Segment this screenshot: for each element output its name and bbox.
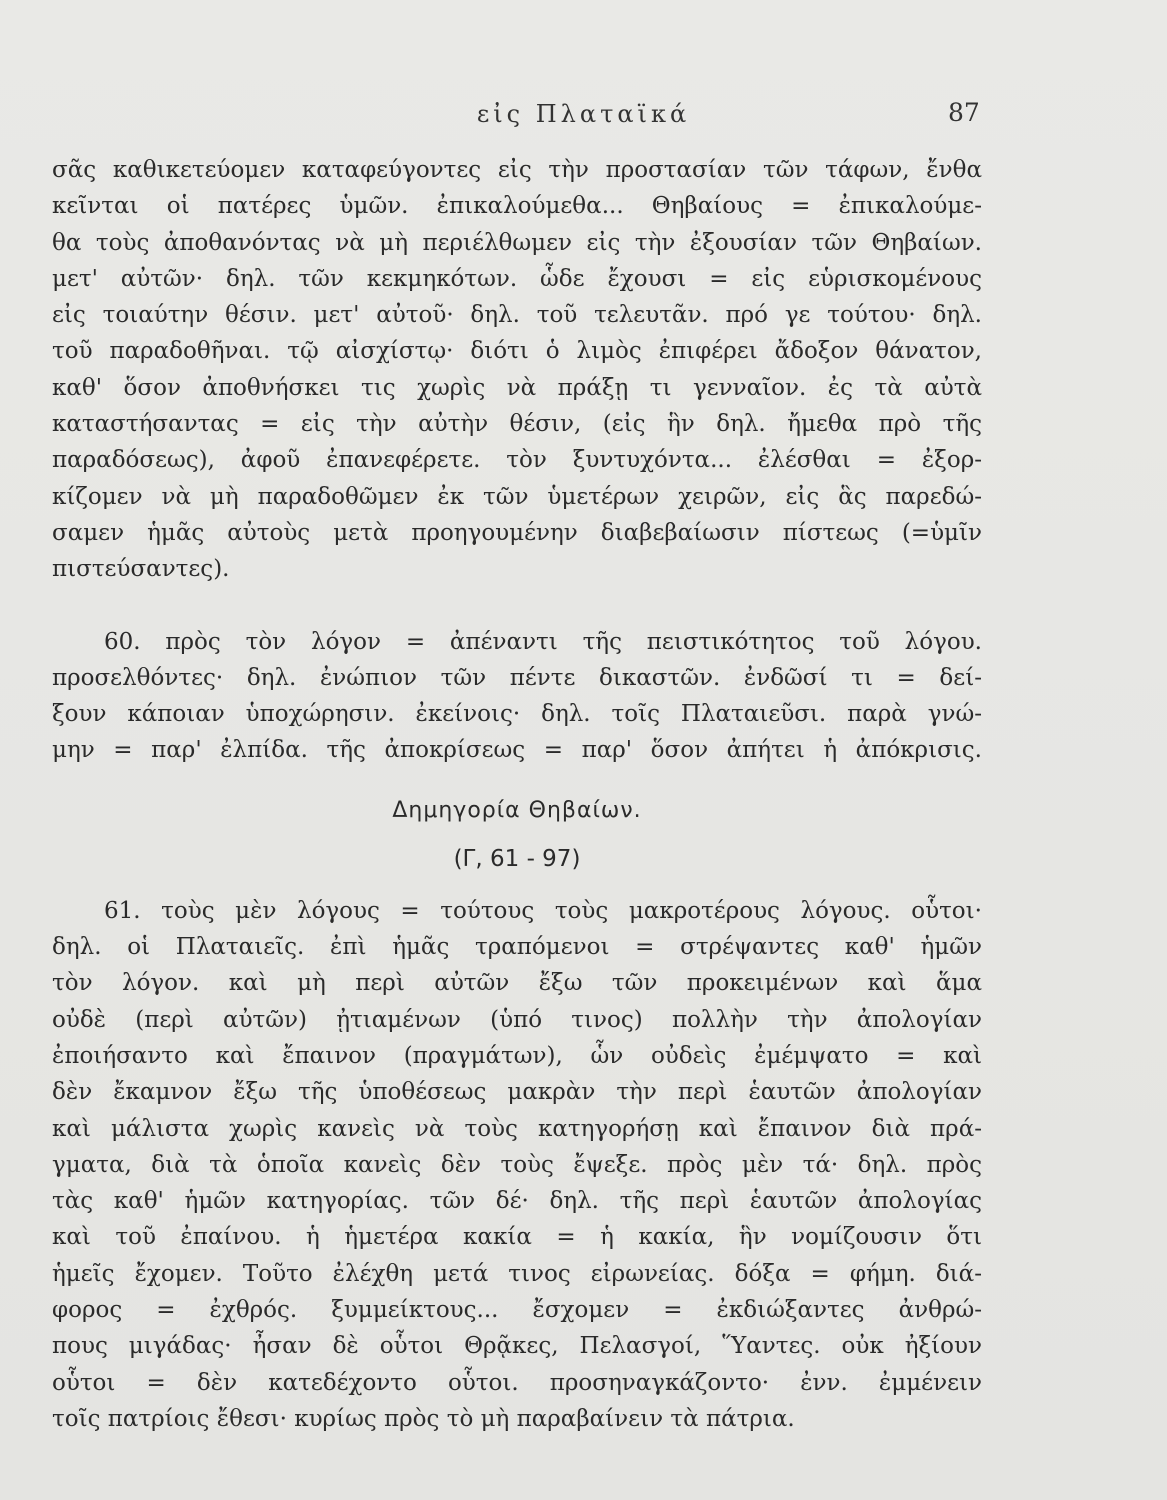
text-line: καθ' ὅσον ἀποθνήσκει τις χωρὶς νὰ πράξῃ τι γενναῖον. ἐς τὰ αὐτὰ	[52, 374, 982, 401]
text-line: μην = παρ' ἐλπίδα. τῆς ἀποκρίσεως = παρ' ὅσον ἀπήτει ἡ ἀπόκρισις.	[52, 737, 982, 764]
text-line: ξουν κάποιαν ὑποχώρησιν. ἐκείνοις· δηλ. τοῖς Πλαταιεῦσι. παρὰ γνώ-	[52, 701, 982, 728]
text-line: τὰς καθ' ἡμῶν κατηγορίας. τῶν δέ· δηλ. τῆς περὶ ἑαυτῶν ἀπολογίας	[52, 1188, 982, 1215]
paragraph-60	[52, 624, 982, 769]
text-line: καὶ τοῦ ἐπαίνου. ἡ ἡμετέρα κακία = ἡ κακία, ἣν νομίζουσιν ὅτι	[52, 1224, 982, 1251]
text-line: κεῖνται οἱ πατέρες ὑμῶν. ἐπικαλούμεθα... Θηβαίους = ἐπικαλούμε-	[52, 193, 982, 220]
text-line: τοῦ παραδοθῆναι. τῷ αἰσχίστῳ· διότι ὁ λιμὸς ἐπιφέρει ἄδοξον θάνατον,	[52, 338, 982, 365]
text-line: προσελθόντες· δηλ. ἐνώπιον τῶν πέντε δικαστῶν. ἐνδῶσί τι = δεί-	[52, 664, 982, 691]
paragraph-61	[52, 893, 982, 1437]
section-gap	[52, 879, 982, 893]
running-head: εἰς Πλαταϊκά	[476, 100, 691, 128]
text-line: εἰς τοιαύτην θέσιν. μετ' αὐτοῦ· δηλ. τοῦ τελευτᾶν. πρό γε τούτου· δηλ.	[52, 302, 982, 329]
text-line: καὶ μάλιστα χωρὶς κανεὶς νὰ τοὺς κατηγορήσῃ καὶ ἔπαινον διὰ πρά-	[52, 1115, 982, 1142]
paragraph-gap	[52, 588, 982, 624]
section-gap	[52, 769, 982, 791]
text-line: τὸν λόγον. καὶ μὴ περὶ αὐτῶν ἔξω τῶν προκειμένων καὶ ἅμα	[52, 970, 982, 997]
text-line: 61. τοὺς μὲν λόγους = τούτους τοὺς μακροτέρους λόγους. οὗτοι·	[104, 897, 982, 924]
text-line: πους μιγάδας· ἦσαν δὲ οὗτοι Θρᾷκες, Πελασγοί, Ὕαντες. οὐκ ἠξίουν	[52, 1333, 982, 1360]
text-line: ἡμεῖς ἔχομεν. Τοῦτο ἐλέχθη μετά τινος εἰρωνείας. δόξα = φήμη. διά-	[52, 1260, 982, 1287]
text-line: ἐποιήσαντο καὶ ἔπαινον (πραγμάτων), ὧν οὐδεὶς ἐμέμψατο = καὶ	[52, 1042, 982, 1069]
section-subtitle: (Γ, 61 - 97)	[453, 845, 581, 872]
text-line: τοῖς πατρίοις ἔθεσι· κυρίως πρὸς τὸ μὴ παραβαίνειν τὰ πάτρια.	[52, 1405, 795, 1432]
paragraph-59	[52, 152, 982, 588]
text-line: οὐδὲ (περὶ αὐτῶν) ᾐτιαμένων (ὑπό τινος) πολλὴν τὴν ἀπολογίαν	[52, 1006, 982, 1033]
text-line: κίζομεν νὰ μὴ παραδοθῶμεν ἐκ τῶν ὑμετέρων χειρῶν, εἰς ἃς παρεδώ-	[52, 483, 982, 510]
text-line: μετ' αὐτῶν· δηλ. τῶν κεκμηκότων. ὧδε ἔχουσι = εἰς εὑρισκομένους	[52, 265, 982, 292]
text-line: δὲν ἔκαμνον ἔξω τῆς ὑποθέσεως μακρὰν τὴν περὶ ἑαυτῶν ἀπολογίαν	[52, 1079, 982, 1106]
text-line: θα τοὺς ἀποθανόντας νὰ μὴ περιέλθωμεν εἰς τὴν ἐξουσίαν τῶν Θηβαίων.	[52, 229, 982, 256]
text-line: γματα, διὰ τὰ ὁποῖα κανεὶς δὲν τοὺς ἔψεξε. πρὸς μὲν τά· δηλ. πρὸς	[52, 1151, 982, 1178]
text-line: 60. πρὸς τὸν λόγον = ἀπέναντι τῆς πειστικότητος τοῦ λόγου.	[104, 628, 982, 655]
text-line: φορος = ἐχθρός. ξυμμείκτους... ἔσχομεν = ἐκδιώξαντες ἀνθρώ-	[52, 1297, 982, 1324]
text-line: σᾶς καθικετεύομεν καταφεύγοντες εἰς τὴν προστασίαν τῶν τάφων, ἔνθα	[52, 157, 982, 183]
text-line: σαμεν ἡμᾶς αὐτοὺς μετὰ προηγουμένην διαβεβαίωσιν πίστεως (=ὑμῖν	[52, 519, 982, 546]
text-block	[52, 152, 982, 1437]
text-line: παραδόσεως), ἀφοῦ ἐπανεφέρετε. τὸν ξυντυχόντα... ἐλέσθαι = ἐξορ-	[52, 447, 982, 474]
section-title: Δημηγορία Θηβαίων.	[392, 797, 642, 823]
page-number: 87	[948, 98, 980, 127]
text-line: καταστήσαντας = εἰς τὴν αὐτὴν θέσιν, (εἰς ἣν δηλ. ἤμεθα πρὸ τῆς	[52, 411, 982, 438]
text-line: οὗτοι = δὲν κατεδέχοντο οὗτοι. προσηναγκάζοντο· ἐνν. ἐμμένειν	[52, 1369, 982, 1396]
text-line: δηλ. οἱ Πλαταιεῖς. ἐπὶ ἡμᾶς τραπόμενοι = στρέψαντες καθ' ἡμῶν	[52, 934, 982, 961]
text-line: πιστεύσαντες).	[52, 556, 230, 583]
